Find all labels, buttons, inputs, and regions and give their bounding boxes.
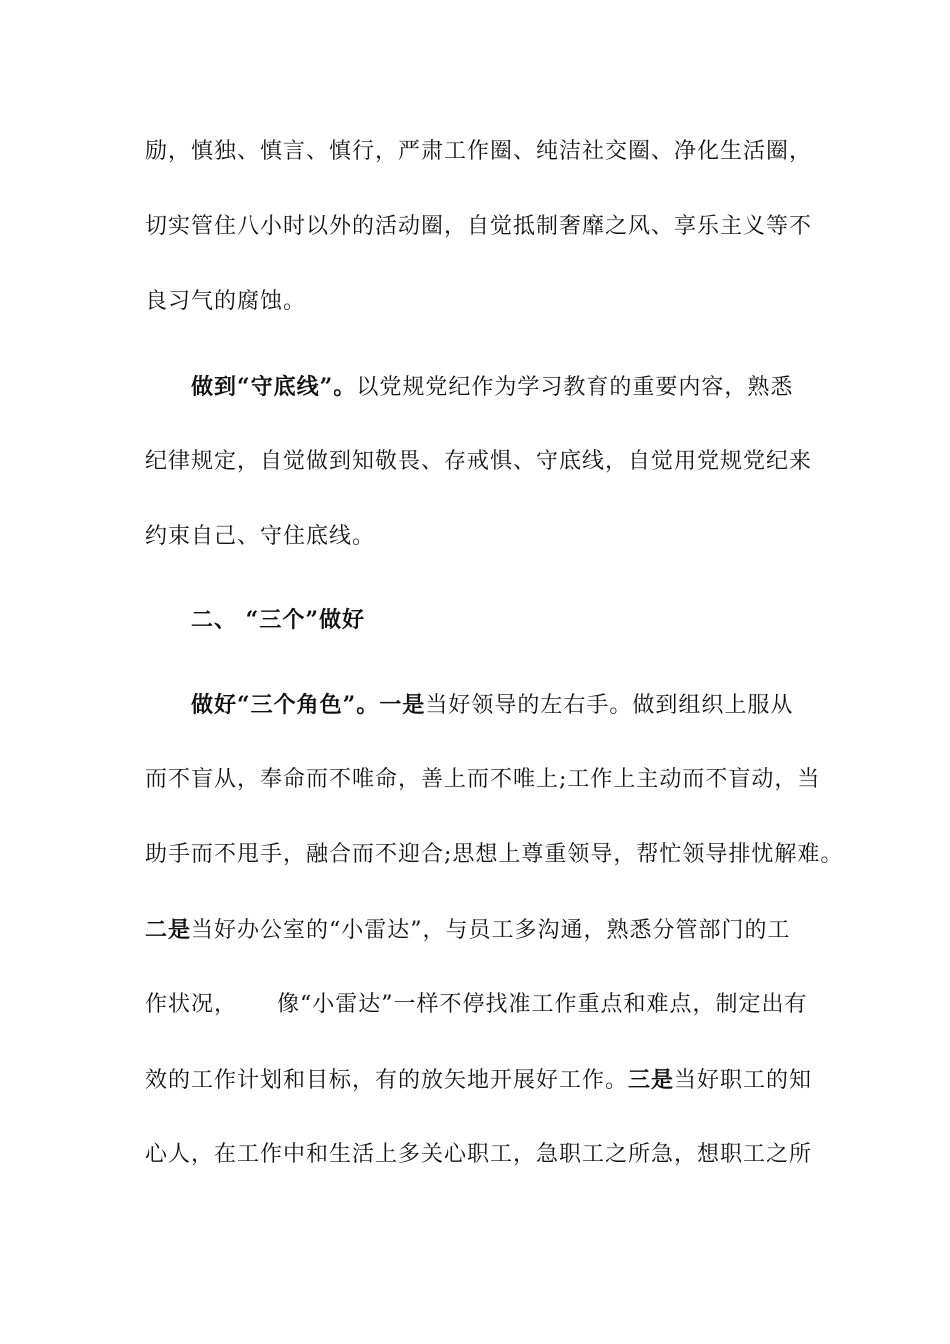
paragraph-three-roles-line (191, 690, 835, 721)
paragraph-text: 以党规党纪作为学习教育的重要内容，熟悉 (356, 375, 794, 400)
text-line: 纪律规定，自觉做到知敬畏、存戒惧、守底线，自觉用党规党纪来 (145, 449, 813, 474)
text-line: 约束自己、守住底线。 (145, 524, 376, 549)
text-line: 良习气的腐蚀。 (145, 289, 307, 314)
text-line (145, 990, 835, 1020)
section-heading: 二、 “三个”做好 (191, 607, 365, 633)
item-text: 当好职工的知 (674, 1068, 813, 1093)
item-text: 作状况， (145, 992, 238, 1017)
text-line: 助手而不甩手，融合而不迎合;思想上尊重领导，帮忙领导排忧解难。 (145, 842, 844, 867)
item-text: 当好领导的左右手。做到组织上服从 (425, 693, 794, 718)
text-line: 切实管住八小时以外的活动圈，自觉抵制奢靡之风、享乐主义等不 (145, 214, 813, 239)
text-line: 励，慎独、慎言、慎行，严肃工作圈、纯洁社交圈、净化生活圈， (145, 139, 813, 164)
text-line (145, 915, 835, 946)
text-line: 心人，在工作中和生活上多关心职工，急职工之所急，想职工之所 (145, 1142, 813, 1167)
paragraph-lead: 做到“守底线”。 (191, 374, 357, 400)
text-line (145, 1065, 835, 1096)
item-label-three: 三是 (628, 1067, 675, 1093)
item-text: 效的工作计划和目标，有的放矢地开展好工作。 (145, 1068, 629, 1093)
item-label-one: 一是 (379, 692, 426, 718)
paragraph-lead: 做好“三个角色”。 (191, 692, 380, 718)
paragraph-bottom-line (191, 372, 835, 403)
text-line: 而不盲从，奉命而不唯命，善上而不唯上;工作上主动而不盲动，当 (145, 767, 821, 792)
item-text: 当好办公室的“小雷达”，与员工多沟通，熟悉分管部门的工 (191, 918, 791, 943)
item-text: 像“小雷达”一样不停找准工作重点和难点，制定出有 (277, 992, 808, 1017)
item-label-two: 二是 (145, 917, 192, 943)
